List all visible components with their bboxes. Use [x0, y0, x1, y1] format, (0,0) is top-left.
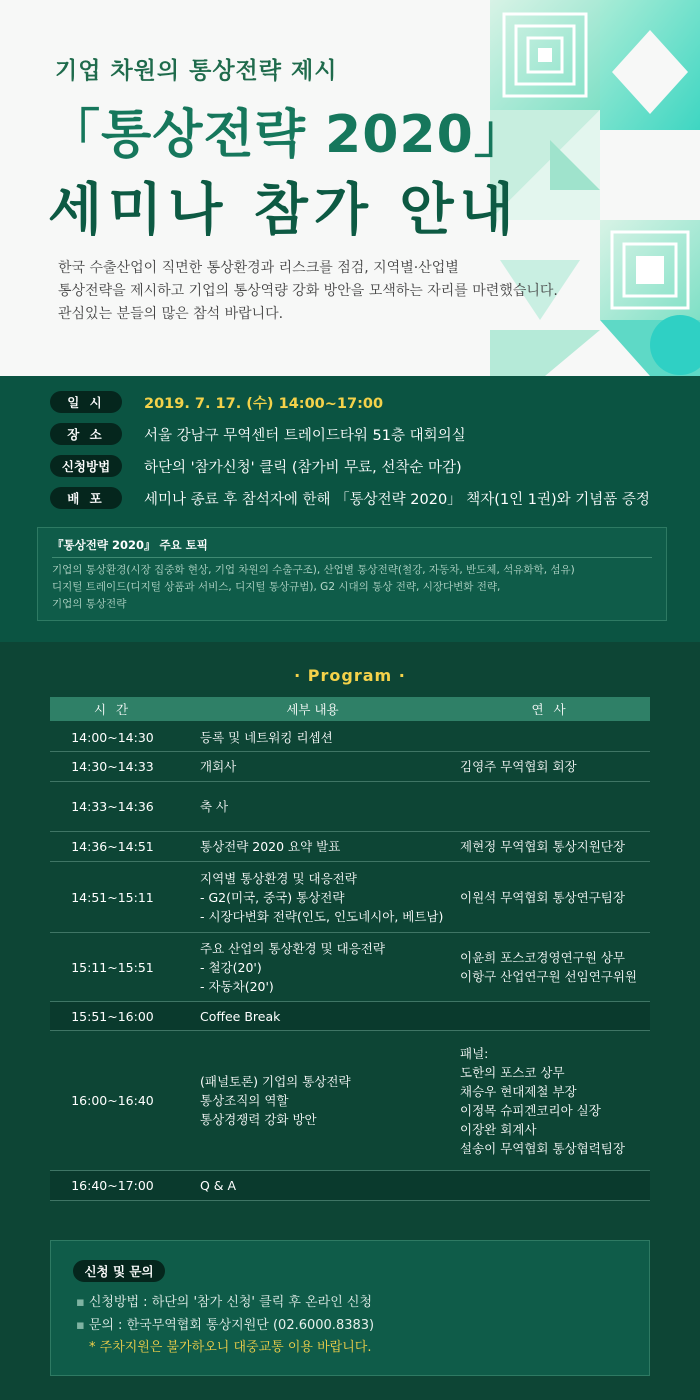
contact-line	[76, 1291, 372, 1310]
row-time: 15:51~16:00	[71, 1008, 154, 1024]
kicker-text: 기업 차원의 통상전략 제시	[55, 58, 338, 84]
intro-line: 통상전략을 제시하고 기업의 통상역량 강화 방안을 모색하는 자리를 마련했습니다.	[58, 283, 558, 299]
row-time: 14:51~15:11	[71, 889, 154, 905]
table-row	[50, 1171, 650, 1201]
row-time: 14:36~14:51	[71, 839, 154, 854]
contact-text: 신청방법 : 하단의 '참가 신청' 클릭 후 온라인 신청	[88, 1295, 373, 1310]
row-content: 주요 산업의 통상환경 및 대응전략 - 철강(20') - 자동차(20')	[200, 940, 385, 994]
row-content: 지역별 통상환경 및 대응전략 - G2(미국, 중국) 통상전략 - 시장다변화 전략(인도, 인도네시아, 베트남)	[200, 870, 444, 924]
row-content: 통상전략 2020 요약 발표	[200, 839, 341, 854]
row-speaker: 이윤희 포스코경영연구원 상무 이항구 산업연구원 선임연구위원	[460, 950, 637, 984]
info-label: 배 포	[50, 487, 122, 509]
row-content: 축 사	[200, 799, 229, 814]
row-speaker: 이원석 무역협회 통상연구팀장	[460, 889, 625, 905]
row-time: 16:40~17:00	[71, 1178, 154, 1193]
table-row	[50, 1031, 650, 1171]
contact-line	[76, 1314, 374, 1333]
intro-line: 관심있는 분들의 많은 참석 바랍니다.	[58, 306, 284, 322]
topics-line: 기업의 통상환경(시장 집중화 현상, 기업 차원의 수출구조), 산업별 통상전략(철강, 자동차, 반도체, 석유화학, 섬유)	[52, 564, 575, 576]
contact-text: 문의 : 한국무역협회 통상지원단 (02.6000.8383)	[88, 1318, 375, 1333]
title-line-2: 세미나 참가 안내	[48, 178, 520, 243]
header-speaker: 연 사	[531, 702, 569, 717]
program-section	[0, 642, 700, 1400]
row-time: 14:33~14:36	[71, 799, 154, 814]
topics-text	[52, 562, 657, 613]
row-time: 15:11~15:51	[71, 959, 154, 975]
info-label: 장 소	[50, 423, 122, 445]
bullet-icon: ▪	[76, 1295, 85, 1310]
table-row	[50, 723, 650, 752]
row-content: 등록 및 네트워킹 리셉션	[200, 729, 333, 745]
row-speaker: 패널: 도한의 포스코 상무 채승우 현대제철 부장 이정목 슈피겐코리아 실장 이장완 회계사 설송이 무역협회 통상협력팀장	[460, 1045, 625, 1156]
row-time: 14:30~14:33	[71, 759, 154, 774]
table-row	[50, 782, 650, 832]
table-row	[50, 933, 650, 1002]
row-time: 16:00~16:40	[71, 1093, 154, 1108]
table-row	[50, 1002, 650, 1031]
row-speaker: 김영주 무역협회 회장	[460, 759, 577, 774]
row-content: 개회사	[200, 759, 237, 774]
intro-text	[58, 257, 578, 326]
table-row	[50, 752, 650, 782]
header-section	[0, 0, 700, 376]
contact-label: 신청 및 문의	[73, 1260, 165, 1282]
program-title: · Program ·	[294, 666, 406, 685]
topics-box	[37, 527, 667, 621]
row-content: (패널토론) 기업의 통상전략 통상조직의 역할 통상경쟁력 강화 방안	[200, 1074, 351, 1127]
info-value: 세미나 종료 후 참석자에 한해 「통상전략 2020」 책자(1인 1권)와 기념품 증정	[144, 491, 650, 508]
contact-box	[50, 1240, 650, 1376]
header-time: 시 간	[93, 702, 132, 717]
info-value: 2019. 7. 17. (수) 14:00~17:00	[144, 395, 384, 412]
row-content: Coffee Break	[200, 1008, 281, 1024]
parking-note: * 주차지원은 불가하오니 대중교통 이용 바랍니다.	[89, 1340, 372, 1355]
info-section	[0, 376, 700, 642]
info-value: 서울 강남구 무역센터 트레이드타워 51층 대회의실	[144, 427, 466, 444]
table-row	[50, 862, 650, 933]
table-row	[50, 832, 650, 862]
divider	[52, 557, 652, 558]
info-value: 하단의 '참가신청' 클릭 (참가비 무료, 선착순 마감)	[144, 459, 462, 476]
intro-line: 한국 수출산업이 직면한 통상환경과 리스크를 점검, 지역별·산업별	[58, 260, 459, 276]
topics-line: 기업의 통상전략	[52, 598, 127, 610]
row-content: Q & A	[200, 1178, 237, 1193]
info-row-distribution	[50, 486, 650, 510]
info-row-venue	[50, 422, 466, 446]
title-line-1: 「통상전략 2020」	[48, 105, 527, 165]
topics-title: 『통상전략 2020』 주요 토픽	[52, 538, 208, 552]
row-time: 14:00~14:30	[71, 729, 154, 745]
info-row-apply	[50, 454, 462, 478]
info-row-datetime	[50, 390, 383, 414]
info-label: 일 시	[50, 391, 122, 413]
header-content: 세부 내용	[286, 702, 339, 717]
row-speaker: 제현정 무역협회 통상지원단장	[460, 839, 625, 854]
topics-line: 디지털 트레이드(디지털 상품과 서비스, 디지털 통상규범), G2 시대의 통상 전략, 시장다변화 전략,	[52, 581, 501, 593]
table-header	[50, 697, 650, 721]
bullet-icon: ▪	[76, 1318, 85, 1333]
info-label: 신청방법	[50, 455, 122, 477]
